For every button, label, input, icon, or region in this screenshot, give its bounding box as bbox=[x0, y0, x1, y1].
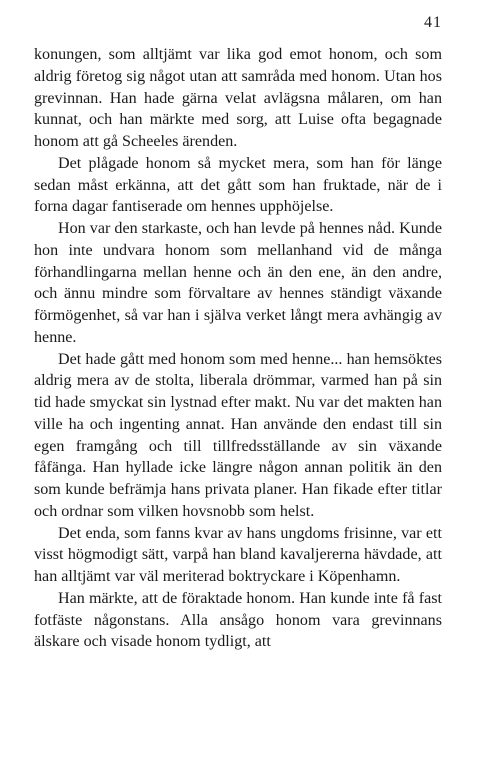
paragraph: Han märkte, att de föraktade honom. Han kunde inte få fast fotfäste någonstans. Alla ansågo honom vara grevinnans älskare och visade honom tydligt, att bbox=[34, 589, 442, 651]
paragraph: Det enda, som fanns kvar av hans ungdoms frisinne, var ett visst högmodigt sätt, varpå han bland kavaljererna hävdade, att han alltjämt var väl meriterad boktryckare i Köpenhamn. bbox=[34, 524, 442, 585]
paragraph: konungen, som alltjämt var lika god emot honom, och som aldrig företog sig något utan att samråda med honom. Utan hos grevinnan. Han hade gärna velat avlägsna målaren, om han kunnat, och han märkte med sorg, att Luise ofta begagnade honom att gå Scheeles ärenden. bbox=[34, 46, 442, 150]
body-text bbox=[34, 44, 442, 653]
paragraph: Det hade gått med honom som med henne... han hemsöktes aldrig mera av de stolta, liberala drömmar, varmed han på sin tid hade smyckat sin lystnad efter makt. Nu var det makten han ville ha och ingenting annat. Han använde den endast till sin egen framgång och till tillfredsställande av sin växande fåfänga. Han hyllade icke längre någon annan politik än den som kunde befrämja hans privata planer. Han fikade efter titlar och ordnar som vilken hovsnobb som helst. bbox=[34, 350, 442, 520]
paragraph: Det plågade honom så mycket mera, som han för länge sedan måst erkänna, att det gått som han fruktade, när de i forna dagar fantiserade om hennes upphöjelse. bbox=[34, 154, 442, 216]
paragraph: Hon var den starkaste, och han levde på hennes nåd. Kunde hon inte undvara honom som mellanhand vid de många förhandlingarna mellan henne och än den ene, än den andre, och ännu mindre som förvaltare av hennes ständigt växande förmögenhet, så var han i själva verket långt mera avhängig av henne. bbox=[34, 220, 442, 346]
page-number: 41 bbox=[424, 14, 442, 31]
